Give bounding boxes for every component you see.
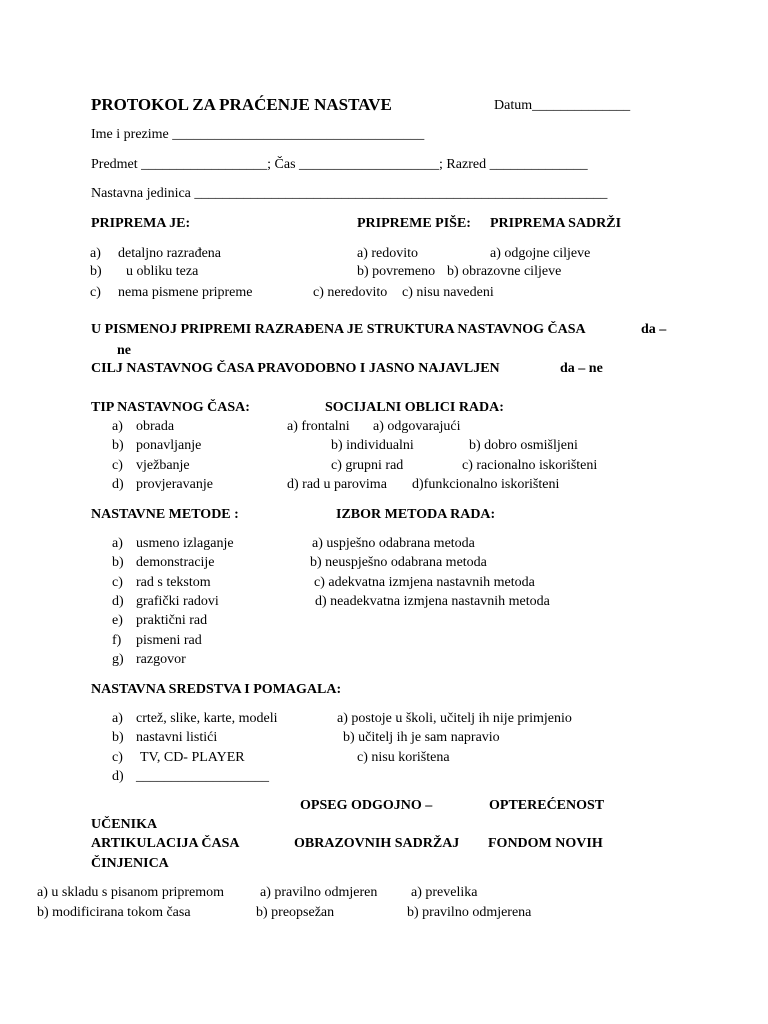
option-text: pismeni rad xyxy=(136,633,202,648)
priprema-sadrzi-heading: PRIPREMA SADRŽI xyxy=(490,216,622,231)
option-text: b) preopsežan xyxy=(256,905,335,920)
option-text: a) u skladu s pisanom pripremom xyxy=(37,885,225,900)
opterecenost-heading: OPTEREĆENOST xyxy=(489,798,605,813)
option-letter: b) xyxy=(112,555,124,570)
option-text: nema pismene pripreme xyxy=(118,285,253,300)
option-text: c) adekvatna izmjena nastavnih metoda xyxy=(314,575,535,590)
sredstva-heading: NASTAVNA SREDSTVA I POMAGALA: xyxy=(91,682,342,697)
option-text: usmeno izlaganje xyxy=(136,536,234,551)
nastavna-jedinica-field[interactable]: Nastavna jedinica ___________________________________________________________ xyxy=(91,186,608,201)
option-letter: f) xyxy=(112,633,122,648)
pripreme-pise-heading: PRIPREME PIŠE: xyxy=(357,216,471,231)
option-text: b) obrazovne ciljeve xyxy=(447,264,562,279)
option-letter: b) xyxy=(90,264,102,279)
option-text: a) odgovarajući xyxy=(373,419,461,434)
option-text: TV, CD- PLAYER xyxy=(140,750,245,765)
option-text: provjeravanje xyxy=(136,477,213,492)
artikulacija-heading: ARTIKULACIJA ČASA xyxy=(91,836,240,851)
option-blank-field[interactable]: ___________________ xyxy=(136,769,269,784)
option-text: c) neredovito xyxy=(313,285,388,300)
cilj-statement: CILJ NASTAVNOG ČASA PRAVODOBNO I JASNO NAJAVLJEN xyxy=(91,361,500,376)
option-text: rad s tekstom xyxy=(136,575,211,590)
option-letter: d) xyxy=(112,477,124,492)
cinjenica-heading: ČINJENICA xyxy=(91,856,169,871)
option-letter: a) xyxy=(112,419,123,434)
option-letter: c) xyxy=(112,458,123,473)
option-text: b) učitelj ih je sam napravio xyxy=(343,730,500,745)
option-text: a) odgojne ciljeve xyxy=(490,246,591,261)
ucenika-heading: UČENIKA xyxy=(91,817,158,832)
opseg-heading: OPSEG ODGOJNO – xyxy=(300,798,433,813)
option-text: obrada xyxy=(136,419,175,434)
option-text: detaljno razrađena xyxy=(118,246,221,261)
option-text: nastavni listići xyxy=(136,730,218,745)
cilj-answer[interactable]: da – ne xyxy=(560,361,603,376)
predmet-cas-razred-field[interactable]: Predmet __________________; Čas ____________________; Razred ______________ xyxy=(91,157,588,172)
socijalni-heading: SOCIJALNI OBLICI RADA: xyxy=(325,400,504,415)
metode-heading: NASTAVNE METODE : xyxy=(91,507,239,522)
option-letter: c) xyxy=(112,750,123,765)
tip-heading: TIP NASTAVNOG ČASA: xyxy=(91,400,250,415)
option-text: c) nisu korištena xyxy=(357,750,450,765)
option-letter: b) xyxy=(112,438,124,453)
struktura-answer[interactable]: da – xyxy=(641,322,667,337)
option-letter: d) xyxy=(112,594,124,609)
option-letter: a) xyxy=(112,711,123,726)
obrazovnih-heading: OBRAZOVNIH SADRŽAJ xyxy=(294,836,460,851)
option-text: d) neadekvatna izmjena nastavnih metoda xyxy=(315,594,550,609)
fondom-heading: FONDOM NOVIH xyxy=(488,836,603,851)
option-text: a) pravilno odmjeren xyxy=(260,885,378,900)
option-text: ponavljanje xyxy=(136,438,202,453)
option-text: a) redovito xyxy=(357,246,419,261)
option-letter: g) xyxy=(112,652,124,667)
option-letter: c) xyxy=(90,285,101,300)
option-text: c) nisu navedeni xyxy=(402,285,494,300)
option-letter: a) xyxy=(90,246,101,261)
izbor-metoda-heading: IZBOR METODA RADA: xyxy=(336,507,496,522)
option-letter: b) xyxy=(112,730,124,745)
option-text: demonstracije xyxy=(136,555,215,570)
option-text: c) grupni rad xyxy=(331,458,404,473)
ime-field[interactable]: Ime i prezime ____________________________________ xyxy=(91,127,425,142)
option-text: c) racionalno iskorišteni xyxy=(462,458,598,473)
option-text: vježbanje xyxy=(136,458,190,473)
option-letter: d) xyxy=(112,769,124,784)
option-text: b) dobro osmišljeni xyxy=(469,438,578,453)
option-text: praktični rad xyxy=(136,613,208,628)
priprema-heading: PRIPREMA JE: xyxy=(91,216,191,231)
page-title: PROTOKOL ZA PRAĆENJE NASTAVE xyxy=(91,95,392,114)
option-text: b) modificirana tokom časa xyxy=(37,905,191,920)
struktura-answer-cont[interactable]: ne xyxy=(117,343,131,358)
option-text: a) prevelika xyxy=(411,885,478,900)
option-text: grafički radovi xyxy=(136,594,219,609)
option-text: d)funkcionalno iskorišteni xyxy=(412,477,560,492)
option-text: crtež, slike, karte, modeli xyxy=(136,711,278,726)
option-text: b) pravilno odmjerena xyxy=(407,905,532,920)
option-text: b) neuspješno odabrana metoda xyxy=(310,555,487,570)
option-text: u obliku teza xyxy=(126,264,199,279)
datum-field[interactable]: Datum______________ xyxy=(494,98,631,113)
option-text: a) postoje u školi, učitelj ih nije primjenio xyxy=(337,711,572,726)
option-text: b) individualni xyxy=(331,438,414,453)
option-text: b) povremeno xyxy=(357,264,436,279)
option-text: a) uspješno odabrana metoda xyxy=(312,536,475,551)
option-text: d) rad u parovima xyxy=(287,477,387,492)
option-letter: c) xyxy=(112,575,123,590)
option-text: a) frontalni xyxy=(287,419,350,434)
option-text: razgovor xyxy=(136,652,186,667)
option-letter: a) xyxy=(112,536,123,551)
struktura-statement: U PISMENOJ PRIPREMI RAZRAĐENA JE STRUKTURA NASTAVNOG ČASA xyxy=(91,322,586,337)
option-letter: e) xyxy=(112,613,123,628)
